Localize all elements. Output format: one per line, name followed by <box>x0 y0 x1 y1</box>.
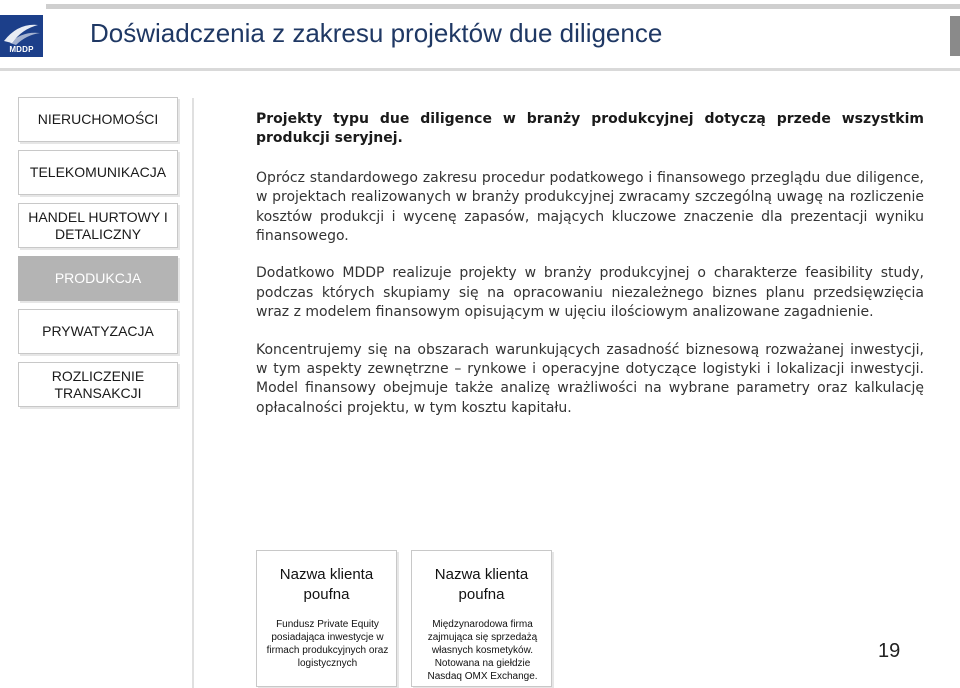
client-name: Nazwa klienta poufna <box>279 566 374 603</box>
vertical-divider <box>192 98 194 688</box>
nav-item-label: HANDEL HURTOWY I DETALICZNY <box>28 208 168 242</box>
mddp-logo <box>0 15 43 57</box>
top-bar <box>46 4 960 9</box>
nav-item-nieruchomosci[interactable] <box>18 97 178 142</box>
nav-item-label: NIERUCHOMOŚCI <box>37 111 159 127</box>
body-paragraph: Dodatkowo MDDP realizuje projekty w branży produkcyjnej o charakterze feasibility study, podczas których skupiamy się na opracowaniu niezależnego biznes planu przedsięwzięcia wraz z modelem finansowym opisującym w ujęciu ilościowym analizowane zagadnienie. <box>256 265 924 321</box>
client-description: Międzynarodowa firma zajmująca się sprzedażą własnych kosmetyków. Notowana na giełdzie Nasdaq OMX Exchange. <box>427 619 538 682</box>
body-paragraph: Oprócz standardowego zakresu procedur podatkowego i finansowego przeglądu due diligence, w projektach realizowanych w branży produkcyjnej zwracamy szczególną uwagę na rozliczenie kosztów produkcji i wycenę zapasów, mających kluczowe znaczenie dla prezentacji wyniku finansowego. <box>256 169 924 245</box>
client-description: Fundusz Private Equity posiadająca inwestycje w firmach produkcyjnych oraz logistycznych <box>266 619 389 669</box>
nav-item-telekomunikacja[interactable] <box>18 150 178 195</box>
nav-item-label: TELEKOMUNIKACJA <box>29 164 167 180</box>
nav-item-rozliczenie[interactable] <box>18 362 178 407</box>
main-content <box>256 110 924 436</box>
header-divider <box>0 68 960 71</box>
nav-item-label: ROZLICZENIE TRANSAKCJI <box>51 367 145 401</box>
nav-item-prywatyzacja[interactable] <box>18 309 178 354</box>
lead-paragraph: Projekty typu due diligence w branży produkcyjnej dotyczą przede wszystkim produkcji seryjnej. <box>256 111 924 147</box>
client-card <box>411 550 552 687</box>
logo-text: MDDP <box>9 45 34 54</box>
body-paragraph: Koncentrujemy się na obszarach warunkujących zasadność biznesową rozważanej inwestycji, w tym aspekty zewnętrzne – rynkowe i operacyjne dotyczące logistyki i lokalizacji inwestycji. Model finansowy obejmuje także analizę wrażliwości na wybrane parametry oraz kalkulację opłacalności projektu, w tym kosztu kapitału. <box>256 341 924 416</box>
client-card <box>256 550 397 687</box>
page-title: Doświadczenia z zakresu projektów due diligence <box>90 18 663 48</box>
nav-item-label: PRODUKCJA <box>54 270 142 286</box>
client-name: Nazwa klienta poufna <box>434 566 529 603</box>
nav-item-label: PRYWATYZACJA <box>42 323 154 339</box>
title-marker <box>950 16 960 56</box>
nav-item-handel[interactable] <box>18 203 178 248</box>
page-number: 19 <box>878 640 901 662</box>
nav-item-produkcja[interactable] <box>18 256 178 301</box>
